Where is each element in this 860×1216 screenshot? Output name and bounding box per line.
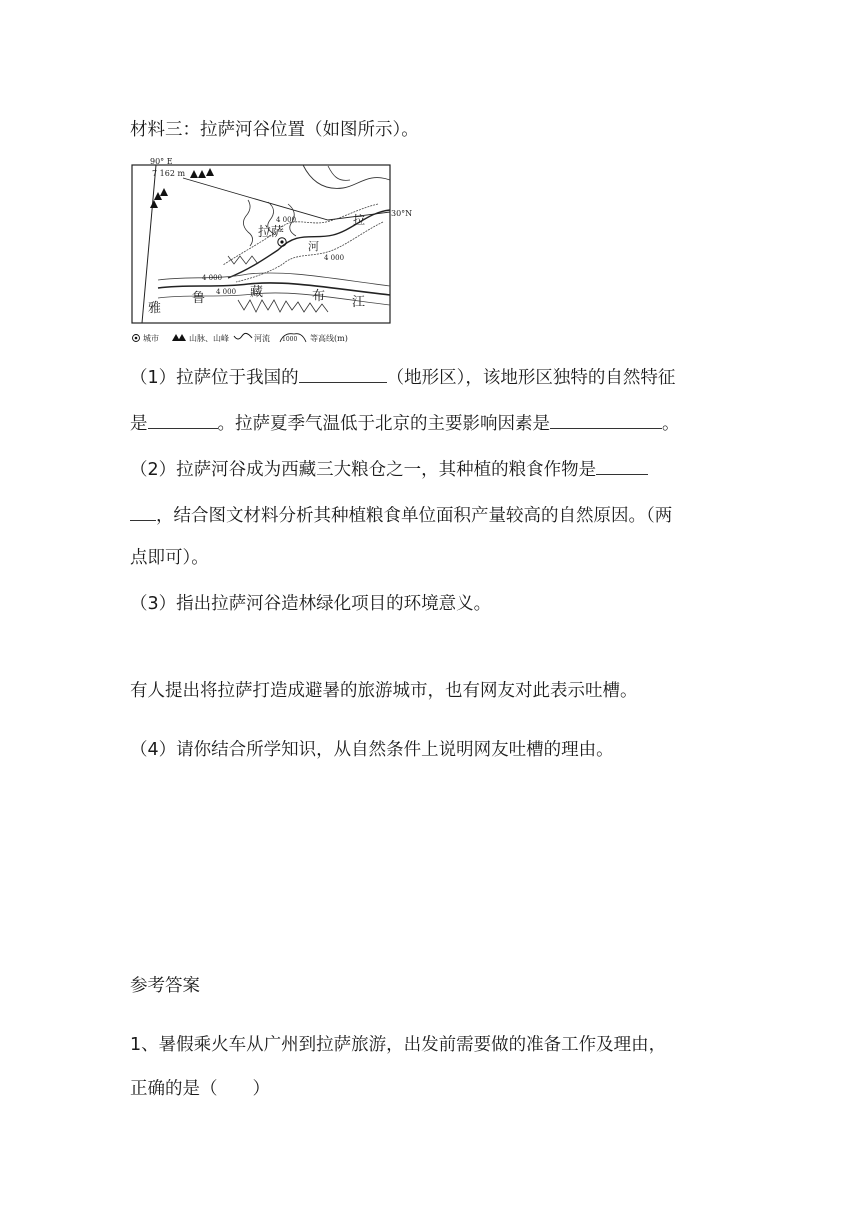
legend-contour-value: 1000 xyxy=(282,336,298,343)
answers-heading: 参考答案 xyxy=(130,976,200,996)
map-legend xyxy=(133,333,348,343)
q1-line1-suffix: （地形区），该地形区独特的自然特征 xyxy=(386,368,676,388)
q2-line1-text: （2）拉萨河谷成为西藏三大粮仓之一，其种植的粮食作物是 xyxy=(130,460,597,480)
q1-line2-middle: 。拉萨夏季气温低于北京的主要影响因素是 xyxy=(217,414,550,434)
q1-terrain-blank[interactable] xyxy=(299,364,387,383)
peak-elevation-label: 7 162 m xyxy=(152,169,186,178)
river-ya-label: 雅 xyxy=(148,301,162,316)
lhasa-valley-map xyxy=(128,157,413,346)
question-4: （4）请你结合所学知识，从自然条件上说明网友吐槽的理由。 xyxy=(130,740,614,760)
question-2-line-2 xyxy=(130,502,672,528)
q1-feature-blank[interactable] xyxy=(148,410,218,429)
answer-item-1-line-2: 正确的是（ ） xyxy=(130,1079,270,1099)
q1-factor-blank[interactable] xyxy=(550,410,662,429)
river-he-label: 河 xyxy=(308,240,319,253)
q2-crop-blank-b[interactable] xyxy=(130,502,156,521)
question-2-line-1 xyxy=(130,456,648,482)
q2-line2-text: ，结合图文材料分析其种植粮食单位面积产量较高的自然原因。（两 xyxy=(156,506,673,526)
river-la-label: 拉 xyxy=(353,213,366,227)
question-2-line-3: 点即可）。 xyxy=(130,548,209,568)
q1-line2-prefix: 是 xyxy=(130,414,148,434)
q1-line2-end: 。 xyxy=(662,414,680,434)
question-3: （3）指出拉萨河谷造林绿化项目的环境意义。 xyxy=(130,594,492,614)
river-bu-label: 布 xyxy=(312,289,326,304)
contour-label-2: 4 000 xyxy=(324,254,345,262)
statement-text: 有人提出将拉萨打造成避暑的旅游城市，也有网友对此表示吐槽。 xyxy=(130,681,638,701)
contour-label-4: 4 000 xyxy=(216,288,237,296)
q2-crop-blank-a[interactable] xyxy=(596,456,648,475)
legend-river: 河流 xyxy=(254,334,270,343)
question-1-line-1 xyxy=(130,364,675,390)
material-three-heading: 材料三：拉萨河谷位置（如图所示）。 xyxy=(130,120,419,140)
legend-contour: 等高线(m) xyxy=(310,334,348,343)
river-zang-label: 藏 xyxy=(250,285,264,300)
city-label: 拉萨 xyxy=(258,225,285,240)
parallel-label: 30°N xyxy=(391,209,413,218)
answer-item-1-line-1: 1、暑假乘火车从广州到拉萨旅游，出发前需要做的准备工作及理由， xyxy=(130,1035,667,1055)
contour-label-1: 4 000 xyxy=(276,216,297,224)
legend-city: 城市 xyxy=(143,334,159,343)
river-lu-label: 鲁 xyxy=(192,291,206,306)
contour-label-3: 4 000 xyxy=(202,274,223,282)
q1-line1-prefix: （1）拉萨位于我国的 xyxy=(130,368,299,388)
question-1-line-2 xyxy=(130,410,680,436)
river-jiang-label: 江 xyxy=(352,295,366,310)
meridian-label: 90° E xyxy=(150,157,173,166)
legend-mountain: 山脉、山峰 xyxy=(189,334,229,343)
